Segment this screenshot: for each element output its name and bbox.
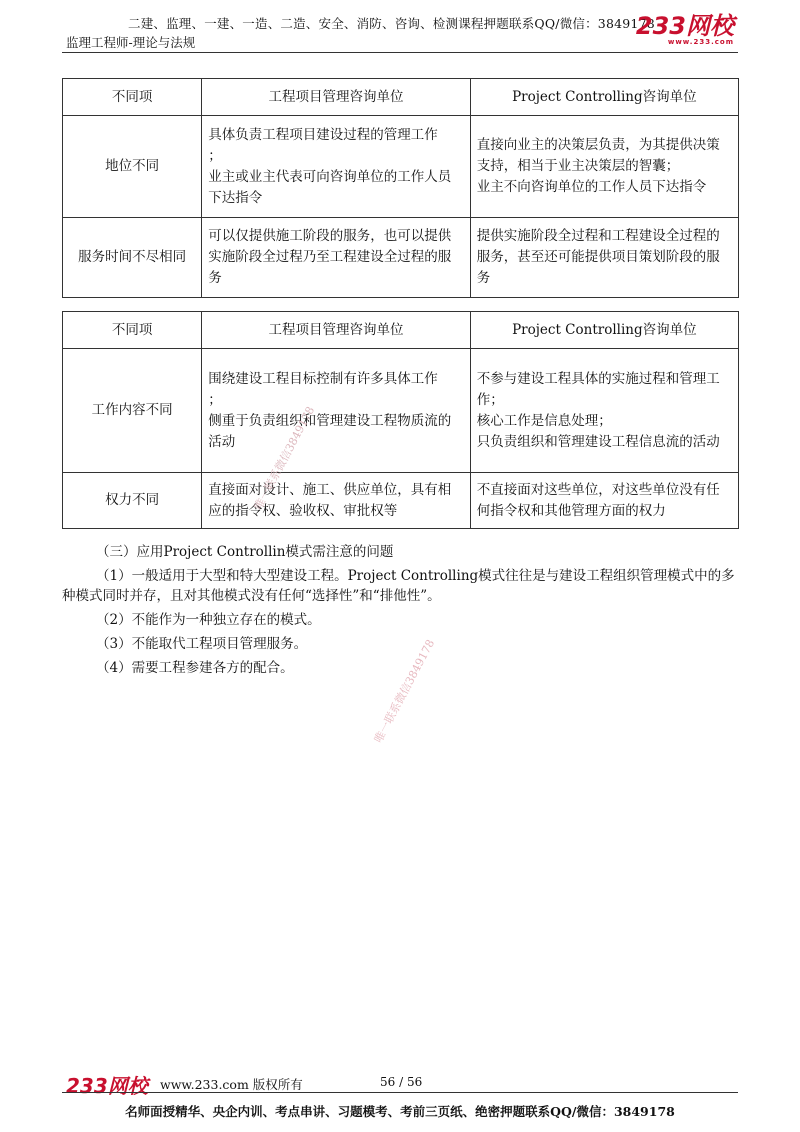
section-heading: （三）应用Project Controllin模式需注意的问题 bbox=[96, 544, 394, 560]
page-number: 56 / 56 bbox=[380, 1075, 423, 1089]
footer-logo: 233网校 bbox=[66, 1074, 148, 1098]
table-row bbox=[63, 473, 739, 529]
watermark: 唯一联系微信3849178 bbox=[251, 404, 318, 513]
table-row bbox=[63, 349, 739, 473]
footer-rule bbox=[62, 1092, 738, 1093]
col-header-pc: Project Controlling咨询单位 bbox=[470, 312, 738, 349]
paragraph: （1）一般适用于大型和特大型建设工程。Project Controlling模式往往是与建设工程组织管理模式中的多种模式同时并存，且对其他模式没有任何“选择性”和“排他性”。 bbox=[62, 568, 735, 604]
table-header-row bbox=[63, 79, 739, 116]
header-subtitle: 监理工程师-理论与法规 bbox=[66, 35, 196, 50]
cell-pm: 具体负责工程项目建设过程的管理工作 ； 业主或业主代表可向咨询单位的工作人员下达指令 bbox=[202, 116, 470, 218]
watermark: 唯一联系微信3849178 bbox=[371, 637, 438, 746]
header-rule bbox=[62, 52, 738, 53]
row-item: 服务时间不尽相同 bbox=[63, 218, 202, 298]
paragraph: （3）不能取代工程项目管理服务。 bbox=[96, 636, 308, 652]
col-header-item: 不同项 bbox=[63, 312, 202, 349]
cell-pm: 可以仅提供施工阶段的服务，也可以提供实施阶段全过程乃至工程建设全过程的服务 bbox=[202, 218, 470, 298]
footer-site[interactable]: www.233.com 版权所有 bbox=[160, 1077, 303, 1092]
col-header-item: 不同项 bbox=[63, 79, 202, 116]
row-item: 工作内容不同 bbox=[63, 349, 202, 473]
table-row bbox=[63, 116, 739, 218]
cell-pc: 不参与建设工程具体的实施过程和管理工作； 核心工作是信息处理； 只负责组织和管理建设工程信息流的活动 bbox=[470, 349, 738, 473]
cell-pc: 直接向业主的决策层负责，为其提供决策支持，相当于业主决策层的智囊； 业主不向咨询单位的工作人员下达指令 bbox=[470, 116, 738, 218]
col-header-pm: 工程项目管理咨询单位 bbox=[202, 79, 470, 116]
row-item: 地位不同 bbox=[63, 116, 202, 218]
table-header-row bbox=[63, 312, 739, 349]
comparison-table-1 bbox=[62, 78, 739, 298]
cell-pc: 不直接面对这些单位，对这些单位没有任何指令权和其他管理方面的权力 bbox=[470, 473, 738, 529]
cell-pm: 直接面对设计、施工、供应单位，具有相应的指令权、验收权、审批权等 bbox=[202, 473, 470, 529]
col-header-pm: 工程项目管理咨询单位 bbox=[202, 312, 470, 349]
table-row bbox=[63, 218, 739, 298]
paragraph: （4）需要工程参建各方的配合。 bbox=[96, 660, 294, 676]
col-header-pc: Project Controlling咨询单位 bbox=[470, 79, 738, 116]
paragraph: （2）不能作为一种独立存在的模式。 bbox=[96, 612, 321, 628]
header-top-line: 二建、监理、一建、一造、二造、安全、消防、咨询、检测课程押题联系QQ/微信：3849178 bbox=[128, 16, 655, 31]
comparison-table-2 bbox=[62, 311, 739, 529]
row-item: 权力不同 bbox=[63, 473, 202, 529]
cell-pc: 提供实施阶段全过程和工程建设全过程的服务，甚至还可能提供项目策划阶段的服务 bbox=[470, 218, 738, 298]
brand-logo: 233网校 www.233.com bbox=[635, 12, 734, 46]
footer-note: 名师面授精华、央企内训、考点串讲、习题模考、考前三页纸、绝密押题联系QQ/微信：3849178 bbox=[125, 1104, 675, 1119]
cell-pm: 围绕建设工程目标控制有许多具体工作 ； 侧重于负责组织和管理建设工程物质流的活动 bbox=[202, 349, 470, 473]
